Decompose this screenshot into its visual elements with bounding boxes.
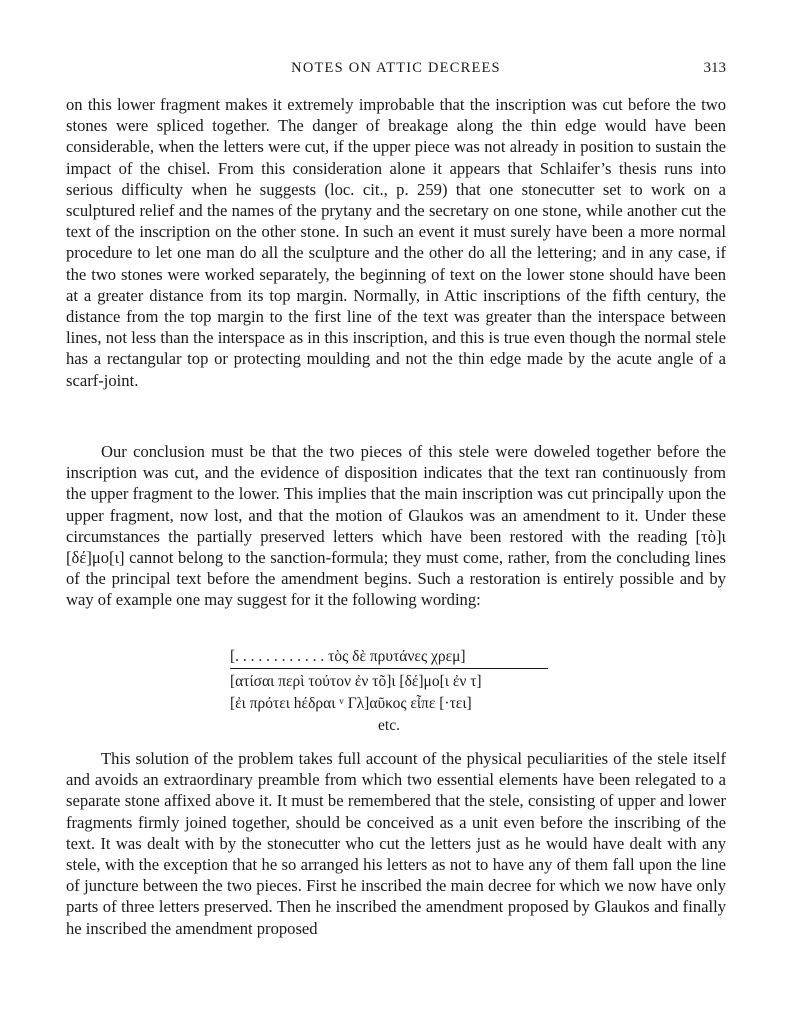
inscription-line-2: [ατίσαι περὶ τούτον ἐν τõ]ι [δέ]μο[ι ἐν τ] bbox=[230, 673, 482, 690]
paragraph-1 bbox=[66, 94, 726, 391]
paragraph-3-text: This solution of the problem takes full account of the physical peculiarities of the stele itself and avoids an extraordinary preamble from which two essential elements have been relegated to a separate stone affixed above it. It must be remembered that the stele, consisting of upper and lower fragments firmly joined together, should be conceived as a unit even before the inscribing of the text. It was dealt with by the stonecutter who cut the letters just as he would have dealt with any stele, with the exception that he so arranged his letters as not to have any of them fall upon the line of juncture between the two pieces. First he inscribed the main decree for which we now have only parts of three letters preserved. Then he inscribed the amendment proposed by Glaukos and finally he inscribed the amendment proposed bbox=[66, 749, 726, 938]
paragraph-1-text: on this lower fragment makes it extremely improbable that the inscription was cut before the two stones were spliced together. The danger of breakage along the thin edge would have been considerable, when the letters were cut, if the upper piece was not already in position to sustain the impact of the chisel. From this consideration alone it appears that Schlaifer’s thesis runs into serious difficulty when he suggests (loc. cit., p. 259) that one stonecutter set to work on a sculptured relief and the names of the prytany and the secretary on one stone, while another cut the text of the inscription on the other stone. In such an event it must surely have been a more normal procedure to let one man do all the sculpture and the other do all the lettering; and in any case, if the two stones were worked separately, the beginning of text on the lower stone should have been at a greater distance from its top margin. Normally, in Attic inscriptions of the fifth century, the distance from the top margin to the first line of the text was greater than the interspace between lines, not less than the interspace as in this inscription, and this is true even though the normal stele has a rectangular top or protecting moulding and not the thin edge made by the acute angle of a scarf-joint. bbox=[66, 95, 726, 390]
inscription-line-1: [. . . . . . . . . . . . τὸς δὲ πρυτάνες χρεμ] bbox=[230, 646, 548, 669]
paragraph-3 bbox=[66, 748, 726, 939]
running-title: NOTES ON ATTIC DECREES bbox=[291, 60, 501, 76]
paragraph-2 bbox=[66, 441, 726, 611]
inscription-etc: etc. bbox=[378, 717, 400, 734]
inscription-line-3: [ἐι πρότει hέδραι ᵛ Γλ]αῦκος εἶπε [·τει] bbox=[230, 695, 472, 712]
page-number: 313 bbox=[703, 60, 726, 76]
page-header bbox=[66, 60, 726, 84]
paragraph-2-text: Our conclusion must be that the two pieces of this stele were doweled together before the inscription was cut, and the evidence of disposition indicates that the text ran continuously from the upper fragment to the lower. This implies that the main inscription was cut principally upon the upper fragment, now lost, and that the motion of Glaukos was an amendment to it. Under these circumstances the partially preserved letters which have been restored with the reading [τὸ]ι [δέ]μο[ι] cannot belong to the sanction-formula; they must come, rather, from the concluding lines of the principal text before the amendment begins. Such a restoration is entirely possible and by way of example one may suggest for it the following wording: bbox=[66, 442, 726, 610]
inscription-restoration bbox=[230, 646, 580, 737]
